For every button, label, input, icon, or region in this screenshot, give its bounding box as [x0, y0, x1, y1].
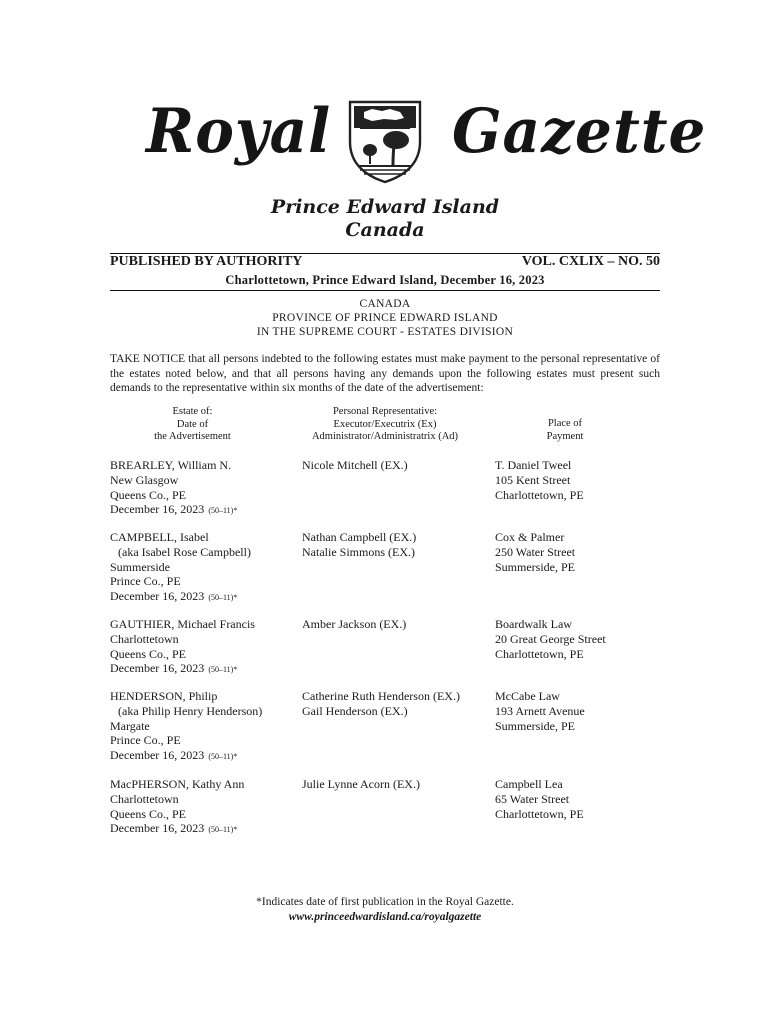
estate-name: CAMPBELL, Isabel: [110, 530, 209, 544]
column-header-payment: [495, 418, 635, 443]
estate-alias: (aka Isabel Rose Campbell): [118, 544, 251, 559]
footnote: *Indicates date of first publication in the Royal Gazette.: [256, 896, 514, 908]
representative-name: Julie Lynne Acorn (EX.): [302, 777, 420, 791]
payment-line: 193 Arnett Avenue: [495, 703, 585, 718]
payment-place: [495, 458, 670, 502]
advertisement-date: December 16, 2023: [110, 589, 205, 604]
payment-line: T. Daniel Tweel: [495, 458, 572, 472]
estate-alias: (aka Philip Henry Henderson): [118, 703, 263, 718]
column-header-estate: [110, 406, 275, 444]
estate-details: [110, 458, 295, 519]
column-header-line: Payment: [546, 430, 584, 442]
published-by-authority: PUBLISHED BY AUTHORITY: [110, 254, 303, 269]
payment-line: Summerside, PE: [495, 718, 575, 733]
website-link[interactable]: www.princeedwardisland.ca/royalgazette: [288, 911, 482, 923]
estate-location: Margate: [110, 718, 150, 733]
representative-name: Amber Jackson (EX.): [302, 617, 407, 631]
payment-line: Campbell Lea: [495, 777, 563, 791]
court-heading: [0, 297, 770, 339]
dateline: Charlottetown, Prince Edward Island, December 16, 2023: [225, 273, 545, 287]
column-header-line: Personal Representative:: [332, 406, 438, 417]
payment-line: 250 Water Street: [495, 544, 576, 559]
volume-number: VOL. CXLIX – NO. 50: [521, 254, 660, 269]
advertisement-date-line: [110, 748, 295, 765]
masthead-subtitle-country: Canada: [345, 219, 425, 241]
estate-name: MacPHERSON, Kathy Ann: [110, 777, 245, 791]
estate-location: Charlottetown: [110, 791, 179, 806]
payment-line: Cox & Palmer: [495, 530, 565, 544]
estate-details: [110, 617, 295, 678]
publication-reference: (50–11)*: [208, 506, 238, 516]
payment-line: 105 Kent Street: [495, 472, 571, 487]
payment-place: [495, 689, 670, 733]
representative-list: [302, 530, 487, 560]
coat-of-arms-icon: [346, 98, 424, 184]
masthead-title-gazette: Gazette: [452, 95, 707, 167]
advertisement-date-line: [110, 661, 295, 678]
column-header-line: the Advertisement: [154, 431, 231, 442]
payment-line: Charlottetown, PE: [495, 806, 584, 821]
publication-reference: (50–11)*: [208, 752, 238, 762]
masthead: [0, 96, 770, 191]
masthead-subtitle-province: Prince Edward Island: [270, 196, 500, 218]
estate-name: BREARLEY, William N.: [110, 458, 232, 472]
court-heading-line: IN THE SUPREME COURT - ESTATES DIVISION: [256, 326, 514, 338]
payment-line: 65 Water Street: [495, 791, 570, 806]
advertisement-date-line: [110, 502, 295, 519]
representative-name: Nathan Campbell (EX.): [302, 530, 417, 544]
court-heading-line: PROVINCE OF PRINCE EDWARD ISLAND: [272, 312, 498, 324]
estate-location: Charlottetown: [110, 631, 179, 646]
payment-place: [495, 777, 670, 821]
column-header-line: Administrator/Administratrix (Ad): [311, 431, 459, 442]
column-header-line: Date of: [176, 418, 209, 430]
estate-location: Summerside: [110, 559, 170, 574]
payment-line: Summerside, PE: [495, 559, 575, 574]
header-rule-bottom: [110, 290, 660, 291]
representative-name: Gail Henderson (EX.): [302, 703, 408, 718]
estate-county: Prince Co., PE: [110, 574, 181, 589]
advertisement-date-line: [110, 821, 295, 838]
payment-line: Charlottetown, PE: [495, 646, 584, 661]
representative-name: Catherine Ruth Henderson (EX.): [302, 689, 460, 703]
estate-details: [110, 777, 295, 838]
advertisement-date: December 16, 2023: [110, 821, 205, 836]
estate-county: Prince Co., PE: [110, 733, 181, 748]
column-header-line: Estate of:: [172, 406, 213, 417]
payment-place: [495, 530, 670, 574]
payment-line: 20 Great George Street: [495, 631, 606, 646]
estate-county: Queens Co., PE: [110, 646, 186, 661]
representative-list: [302, 617, 487, 632]
column-header-line: Place of: [547, 418, 583, 429]
court-heading-line: CANADA: [359, 298, 411, 310]
masthead-title-royal: Royal: [146, 95, 332, 167]
estate-name: HENDERSON, Philip: [110, 689, 218, 703]
advertisement-date: December 16, 2023: [110, 748, 205, 763]
representative-name: Natalie Simmons (EX.): [302, 544, 415, 559]
payment-line: Boardwalk Law: [495, 617, 572, 631]
estate-details: [110, 689, 295, 765]
estate-county: Queens Co., PE: [110, 487, 186, 502]
representative-list: [302, 689, 487, 719]
payment-line: McCabe Law: [495, 689, 560, 703]
estate-name: GAUTHIER, Michael Francis: [110, 617, 255, 631]
payment-line: Charlottetown, PE: [495, 487, 584, 502]
advertisement-date: December 16, 2023: [110, 661, 205, 676]
column-header-representative: [300, 406, 470, 444]
notice-paragraph: TAKE NOTICE that all persons indebted to the following estates must make payment to the personal representative of the estates noted below, and that all persons having any demands upon the following estates must present such demands to the representative within six months of the date of the advertisement:: [110, 353, 660, 394]
advertisement-date-line: [110, 589, 295, 606]
publication-reference: (50–11)*: [208, 665, 238, 675]
advertisement-date: December 16, 2023: [110, 502, 205, 517]
estate-county: Queens Co., PE: [110, 806, 186, 821]
publication-reference: (50–11)*: [208, 825, 238, 835]
estate-location: New Glasgow: [110, 472, 179, 487]
payment-place: [495, 617, 670, 661]
representative-list: [302, 777, 487, 792]
column-header-line: Executor/Executrix (Ex): [333, 418, 437, 430]
publication-reference: (50–11)*: [208, 593, 238, 603]
estate-details: [110, 530, 295, 606]
representative-name: Nicole Mitchell (EX.): [302, 458, 408, 472]
representative-list: [302, 458, 487, 473]
